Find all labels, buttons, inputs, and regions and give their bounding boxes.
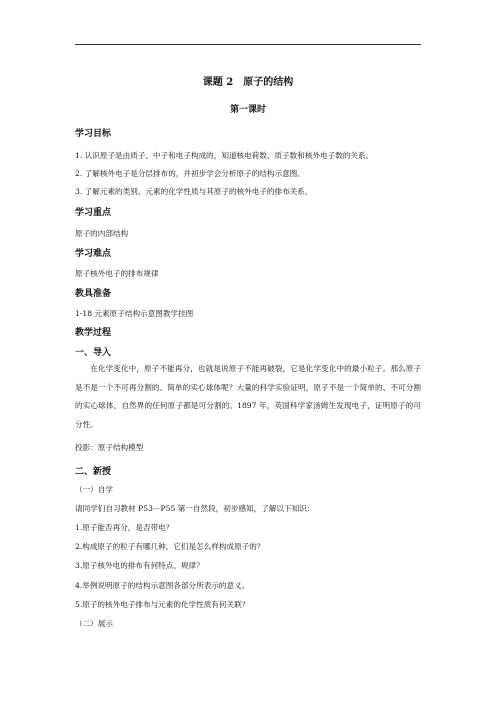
self-study-label: （一）自学 (75, 485, 113, 494)
difficulty-text: 原子核外电子的排布规律 (75, 269, 159, 278)
process-heading: 教学过程 (75, 328, 112, 338)
question-item: 2.构成原子的粒子有哪几种，它们是怎么样构成原子的？ (75, 542, 265, 551)
materials-text: 1-18 元素原子结构示意图教学挂图 (75, 309, 194, 318)
header-rule (75, 44, 421, 45)
lesson-title: 课题 2 原子的结构 (202, 77, 294, 88)
key-point-text: 原子的内部结构 (75, 229, 129, 238)
intro-heading: 一、导入 (75, 348, 112, 358)
question-item: 3.原子核外电的排布有何特点、规律？ (75, 561, 204, 570)
question-item: 1.原子能否再分，是否带电？ (75, 523, 174, 532)
objectives-heading: 学习目标 (75, 129, 112, 139)
projection-text: 投影：原子结构模型 (75, 443, 144, 452)
difficulty-heading: 学习难点 (75, 249, 112, 259)
objective-item: 2. 了解核外电子是分层排布的，并初步学会分析原子的结构示意图。 (75, 169, 305, 178)
self-study-instruction: 请同学们自习教材 P53－P55 第一自然段，初步感知，了解以下知识： (75, 504, 315, 513)
show-label: （二）展示 (75, 619, 113, 628)
new-lesson-heading: 二、新授 (75, 467, 112, 477)
question-item: 4.举例说明原子的结构示意图各部分所表示的意义。 (75, 581, 250, 590)
intro-paragraph: 在化学变化中，原子不能再分，也就是说原子不能再破裂，它是化学变化中的最小粒子。那么原子是不是一个不可再分割的、简单的实心球体呢？大量的科学实验证明，原子不是一个简单的、不可分割的实心球体，自然界的任何原子都是可分割的。1897 年，英国科学家汤姆生发现电子，证明原子的可分性。 (75, 364, 421, 429)
materials-heading: 教具准备 (75, 289, 112, 299)
objective-item: 1. 认识原子是由质子、中子和电子构成的，知道核电荷数、质子数和核外电子数的关系。 (75, 151, 374, 160)
objective-item: 3. 了解元素的类别、元素的化学性质与其原子的核外电子的排布关系。 (75, 187, 313, 196)
question-item: 5.原子的核外电子排布与元素的化学性质有何关联？ (75, 600, 250, 609)
lesson-subtitle: 第一课时 (229, 105, 266, 115)
key-point-heading: 学习重点 (75, 208, 112, 218)
